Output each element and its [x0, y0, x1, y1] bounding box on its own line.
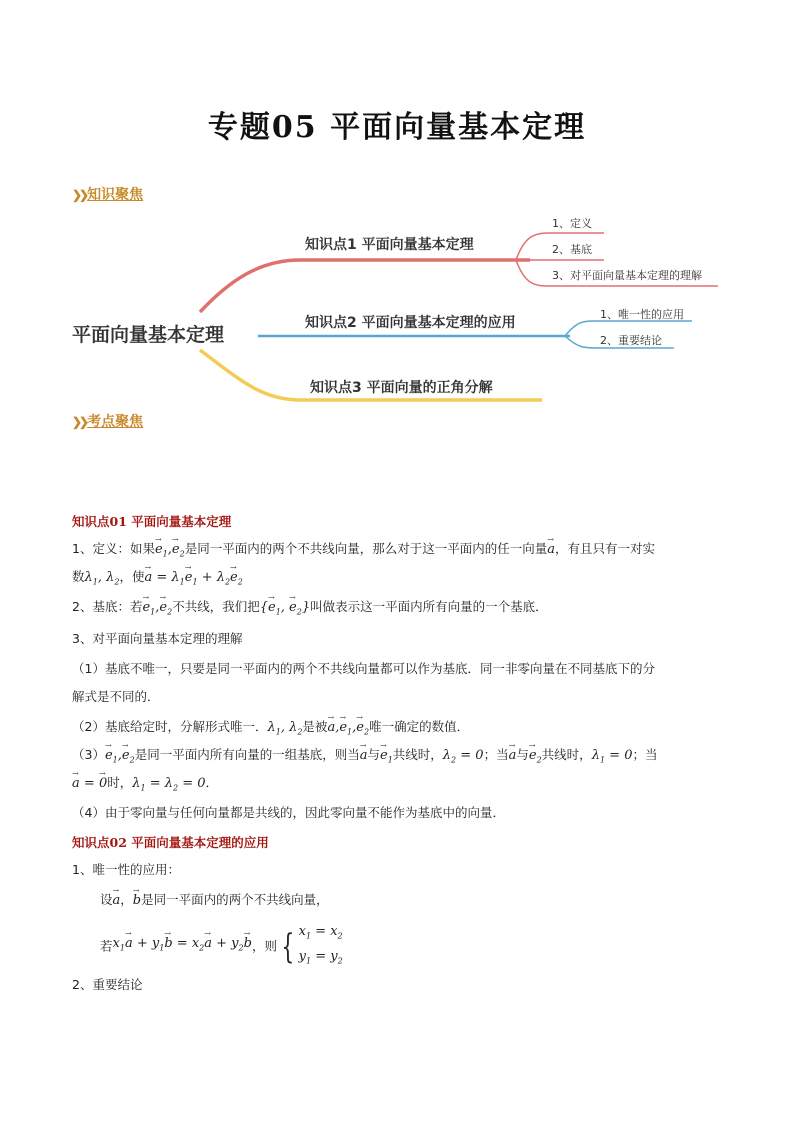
mindmap-branch-2: 知识点2 平面向量基本定理的应用	[305, 315, 516, 331]
text-span: 叫做表示这一平面内所有向量的一个基底．	[310, 599, 548, 614]
kp1-point3-line2	[72, 774, 218, 798]
math-lambda2-zero: $\lambda_2 = 0$	[442, 748, 484, 765]
mindmap-branch-3: 知识点3 平面向量的正角分解	[310, 380, 493, 396]
math-equation-system: { $x_1 = x_2$ $y_1 = y_2$	[281, 924, 343, 967]
kp2-heading: 知识点02 平面向量基本定理的应用	[72, 835, 269, 850]
kp2-conclusion-title: 2、重要结论	[72, 977, 143, 992]
kp2-uniqueness-conclusion	[100, 922, 343, 967]
math-e2: → $e_2$	[529, 748, 542, 763]
text-span: ．	[205, 775, 219, 790]
mindmap-branch-1: 知识点1 平面向量基本定理	[305, 237, 474, 253]
text-span: 共线时，	[541, 747, 592, 762]
text-span: 不共线，我们把	[172, 599, 260, 614]
mindmap-leaf-1-3: 3、对平面向量基本定理的理解	[552, 269, 702, 282]
math-a: → a	[113, 893, 121, 908]
mindmap-leaf-1-1: 1、定义	[552, 217, 592, 230]
section-header-knowledge-label: 知识聚焦	[87, 187, 144, 203]
math-decomposition: → $a = \lambda_1\to e_1 + \lambda_2\to e_2$	[144, 570, 242, 585]
text-span: （2）基底给定时，分解形式唯一．	[72, 719, 268, 734]
section-header-exam	[72, 411, 143, 431]
text-span: （3）	[72, 747, 105, 762]
page-title: 专题05 平面向量基本定理	[207, 110, 587, 145]
kp1-point3-line1	[72, 746, 657, 770]
math-e1-e2: → $e_1,\to e_2$	[105, 748, 135, 763]
math-e1-e2: → $e_1,\to e_2$	[142, 600, 172, 615]
text-span: ；当	[483, 747, 509, 762]
text-span: 是同一平面内所有向量的一组基底，则当	[134, 747, 360, 762]
kp1-definition-line1	[72, 540, 655, 564]
math-basis-set: {→ $e_1$, → $e_2$}	[260, 600, 310, 615]
text-span: 唯一确定的数值．	[369, 719, 470, 734]
section-header-exam-label: 考点聚焦	[87, 414, 144, 430]
kp2-uniqueness-premise	[100, 891, 329, 910]
text-span: 共线时，	[392, 747, 443, 762]
mindmap-leaf-1-2: 2、基底	[552, 243, 592, 256]
text-span: 与	[516, 747, 529, 762]
text-span: 数	[72, 569, 85, 584]
text-span: 2、基底：若	[72, 599, 143, 614]
math-a: → a	[360, 748, 368, 763]
double-chevron-icon: ❯❯	[72, 188, 87, 202]
text-span: 1、定义：如果	[72, 541, 155, 556]
text-span: 设	[100, 892, 113, 907]
kp1-definition-line2	[72, 568, 243, 592]
text-span: ；当	[632, 747, 658, 762]
math-a: → a	[547, 542, 555, 557]
double-chevron-icon: ❯❯	[72, 415, 87, 429]
kp1-understanding-title: 3、对平面向量基本定理的理解	[72, 631, 243, 646]
text-span: 是被	[302, 719, 328, 734]
math-a: → a	[509, 748, 517, 763]
kp1-point4: （4）由于零向量与任何向量都是共线的，因此零向量不能作为基底中的向量．	[72, 805, 505, 820]
text-span: ，使	[119, 569, 145, 584]
text-span: 与	[367, 747, 380, 762]
kp1-point2	[72, 718, 469, 742]
kp1-point1-line2: 解式是不同的．	[72, 689, 160, 704]
kp1-basis	[72, 598, 548, 622]
mindmap-leaf-2-1: 1、唯一性的应用	[600, 308, 684, 321]
text-span: ，则	[251, 938, 277, 954]
math-a-zero: → a = → 0	[72, 776, 107, 791]
text-span: 若	[100, 938, 113, 954]
math-lambda1-zero: $\lambda_1 = 0$	[591, 748, 633, 765]
text-span: ，	[120, 892, 133, 907]
math-lambda: $\lambda_1$, $\lambda_2$	[267, 720, 303, 737]
mindmap-leaf-2-2: 2、重要结论	[600, 334, 662, 347]
kp1-heading: 知识点01 平面向量基本定理	[72, 514, 232, 529]
math-lambda-both-zero: $\lambda_1 = \lambda_2 = 0$	[132, 776, 206, 793]
math-lambda: $\lambda_1$, $\lambda_2$	[84, 570, 120, 587]
math-b: → b	[133, 893, 141, 908]
math-e1: → $e_1$	[380, 748, 393, 763]
text-span: 是同一平面内的两个不共线向量，	[141, 892, 329, 907]
math-linear-combination: $x_1\to a + y_1\to b = x_2\to a + y_2\to b$	[113, 936, 252, 951]
text-span: ，有且只有一对实	[554, 541, 655, 556]
mindmap-branch-1-line	[200, 260, 530, 312]
text-span: 是同一平面内的两个不共线向量，那么对于这一平面内的任一向量	[184, 541, 548, 556]
math-a-e1-e2: → $a,\to e_1,\to e_2$	[327, 720, 369, 735]
kp1-point1-line1: （1）基底不唯一，只要是同一平面内的两个不共线向量都可以作为基底．同一非零向量在不同基底下的分	[72, 661, 655, 676]
mindmap-root: 平面向量基本定理	[72, 324, 225, 346]
text-span: 时，	[107, 775, 133, 790]
kp2-uniqueness-title: 1、唯一性的应用：	[72, 862, 180, 877]
math-e1-e2: → $e_1,\to e_2$	[155, 542, 185, 557]
